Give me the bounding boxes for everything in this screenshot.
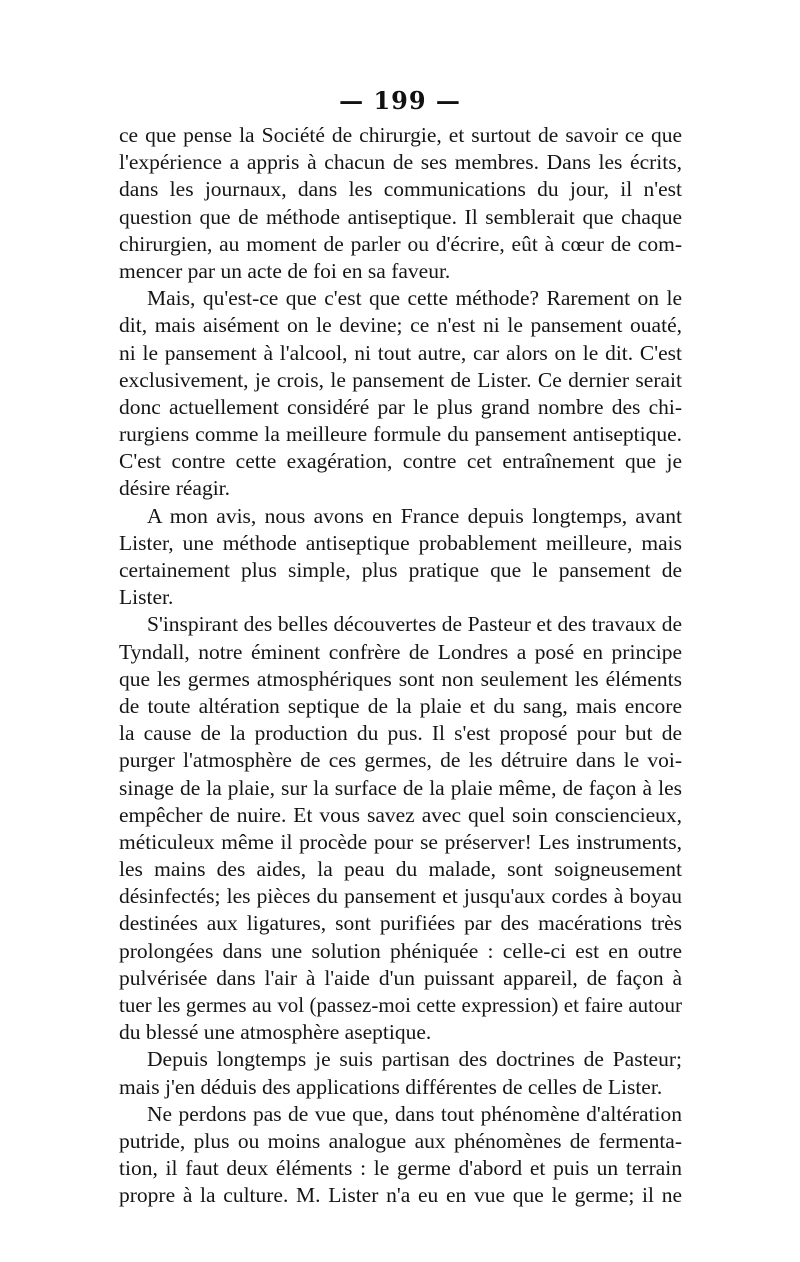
text-line: méticuleux même il procède pour se préserver! Les instruments, bbox=[119, 829, 682, 854]
text-line: la cause de la production du pus. Il s'est proposé pour but de bbox=[119, 721, 682, 746]
text-line: empêcher de nuire. Et vous savez avec quel soin consciencieux, bbox=[119, 802, 682, 827]
text-line: donc actuellement considéré par le plus grand nombre des chi- bbox=[119, 394, 682, 419]
text-line: mais j'en déduis des applications différentes de celles de Lister. bbox=[119, 1074, 663, 1099]
text-line: désinfectés; les pièces du pansement et jusqu'aux cordes à boyau bbox=[119, 884, 682, 909]
text-line: désire réagir. bbox=[119, 476, 231, 501]
text-line: tion, il faut deux éléments : le germe d'abord et puis un terrain bbox=[119, 1156, 682, 1181]
text-line: purger l'atmosphère de ces germes, de les détruire dans le voi- bbox=[119, 748, 682, 773]
body-text bbox=[119, 122, 682, 1210]
text-line: chirurgien, au moment de parler ou d'écrire, eût à cœur de com- bbox=[119, 231, 682, 256]
text-line: propre à la culture. M. Lister n'a eu en vue que le germe; il ne bbox=[119, 1183, 682, 1208]
text-line: destinées aux ligatures, sont purifiées par des macérations très bbox=[119, 911, 682, 936]
text-line: l'expérience a appris à chacun de ses membres. Dans les écrits, bbox=[119, 150, 682, 175]
text-line: mencer par un acte de foi en sa faveur. bbox=[119, 258, 451, 283]
text-line: dit, mais aisément on le devine; ce n'est ni le pansement ouaté, bbox=[119, 313, 682, 338]
text-line: sinage de la plaie, sur la surface de la plaie même, de façon à les bbox=[119, 775, 682, 800]
text-line: Mais, qu'est-ce que c'est que cette méthode? Rarement on le bbox=[147, 286, 682, 311]
text-line: exclusivement, je crois, le pansement de Lister. Ce dernier serait bbox=[119, 367, 682, 392]
text-line: les mains des aides, la peau du malade, sont soigneusement bbox=[119, 857, 682, 882]
text-line: putride, plus ou moins analogue aux phénomènes de fermenta- bbox=[119, 1128, 682, 1153]
text-line: de toute altération septique de la plaie et du sang, mais encore bbox=[119, 693, 682, 718]
text-line: Lister, une méthode antiseptique probablement meilleure, mais bbox=[119, 530, 682, 555]
text-line: que les germes atmosphériques sont non seulement les éléments bbox=[119, 666, 682, 691]
text-line: question que de méthode antiseptique. Il semblerait que chaque bbox=[119, 204, 682, 229]
text-line: ce que pense la Société de chirurgie, et surtout de savoir ce que bbox=[119, 123, 682, 147]
text-line: Lister. bbox=[119, 585, 174, 610]
text-line: prolongées dans une solution phéniquée : celle-ci est en outre bbox=[119, 938, 682, 963]
text-line: ni le pansement à l'alcool, ni tout autre, car alors on le dit. C'est bbox=[119, 340, 682, 365]
text-line: C'est contre cette exagération, contre cet entraînement que je bbox=[119, 449, 682, 474]
text-line: certainement plus simple, plus pratique que le pansement de bbox=[119, 558, 682, 582]
text-line: du blessé une atmosphère aseptique. bbox=[119, 1020, 432, 1045]
page-number: — 199 — bbox=[339, 86, 461, 115]
text-line: dans les journaux, dans les communications du jour, il n'est bbox=[119, 177, 682, 202]
text-line: pulvérisée dans l'air à l'aide d'un puissant appareil, de façon à bbox=[119, 965, 682, 990]
text-line: A mon avis, nous avons en France depuis longtemps, avant bbox=[147, 503, 682, 528]
text-line: S'inspirant des belles découvertes de Pasteur et des travaux de bbox=[147, 612, 682, 637]
text-line: Depuis longtemps je suis partisan des doctrines de Pasteur; bbox=[147, 1047, 682, 1072]
text-line: Ne perdons pas de vue que, dans tout phénomène d'altération bbox=[147, 1101, 682, 1126]
text-line: tuer les germes au vol (passez-moi cette expression) et faire autour bbox=[119, 993, 682, 1017]
text-line: Tyndall, notre éminent confrère de Londres a posé en principe bbox=[119, 639, 682, 664]
text-line: rurgiens comme la meilleure formule du pansement antiseptique. bbox=[119, 422, 682, 447]
